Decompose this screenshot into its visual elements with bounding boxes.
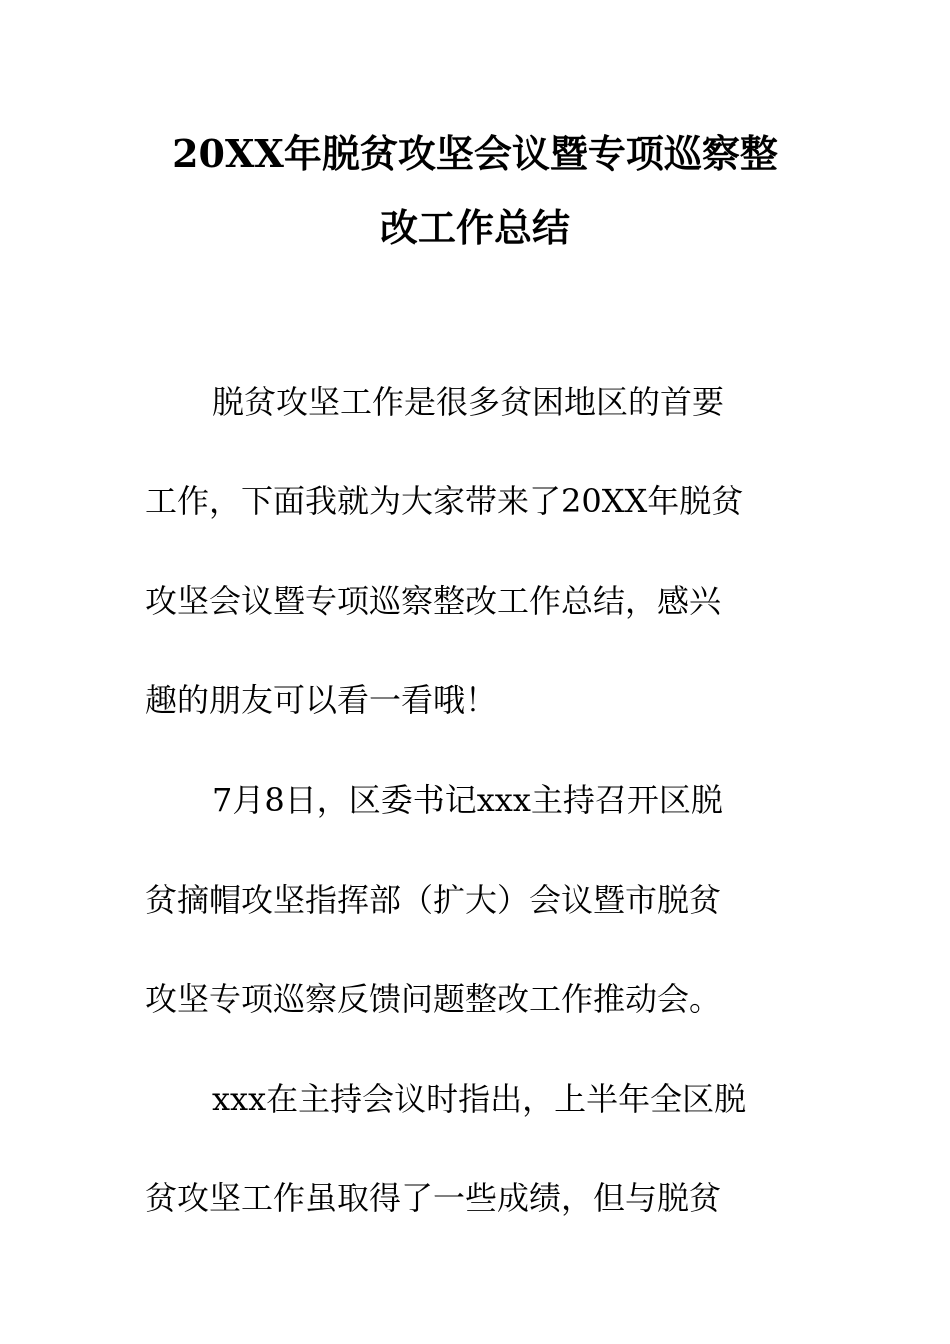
document-title-line-1: 20XX年脱贫攻坚会议暨专项巡察整 xyxy=(172,131,778,176)
paragraph-3-line-2: 贫攻坚工作虽取得了一些成绩，但与脱贫 xyxy=(145,1179,722,1217)
paragraph-1-line-4: 趣的朋友可以看一看哦！ xyxy=(145,681,498,719)
paragraph-2-line-3: 攻坚专项巡察反馈问题整改工作推动会。 xyxy=(145,980,722,1018)
paragraph-2-line-2: 贫摘帽攻坚指挥部（扩大）会议暨市脱贫 xyxy=(145,881,722,919)
document-title-line-2: 改工作总结 xyxy=(379,205,570,250)
paragraph-1-line-3: 攻坚会议暨专项巡察整改工作总结，感兴 xyxy=(145,582,722,620)
paragraph-1-line-2: 工作，下面我就为大家带来了20XX年脱贫 xyxy=(145,482,744,520)
paragraph-3-line-1: xxx在主持会议时指出，上半年全区脱 xyxy=(212,1080,747,1118)
paragraph-2-line-1: 7月8日，区委书记xxx主持召开区脱 xyxy=(212,781,723,819)
paragraph-1-line-1: 脱贫攻坚工作是很多贫困地区的首要 xyxy=(212,383,725,421)
